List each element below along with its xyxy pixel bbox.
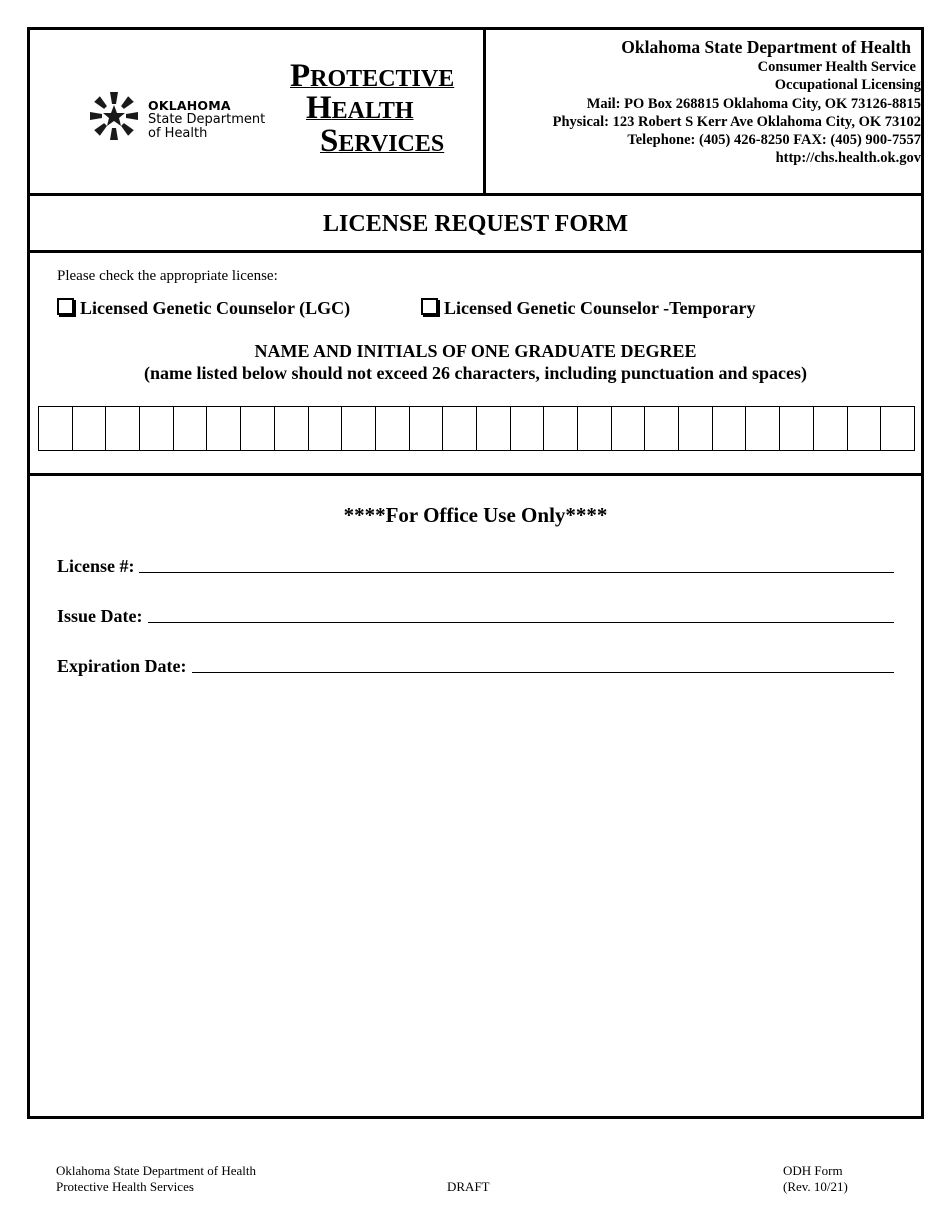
- character-box[interactable]: [73, 407, 107, 450]
- character-box[interactable]: [645, 407, 679, 450]
- character-box[interactable]: [207, 407, 241, 450]
- footer-draft: DRAFT: [447, 1179, 490, 1194]
- logo-line-1: OKLAHOMA: [148, 98, 231, 113]
- character-box[interactable]: [612, 407, 646, 450]
- license-number-label: License #:: [57, 556, 135, 576]
- character-box[interactable]: [746, 407, 780, 450]
- footer-program: Protective Health Services: [56, 1179, 194, 1194]
- option-lgc[interactable]: [57, 298, 350, 319]
- agency-website-link[interactable]: http://chs.health.ok.gov: [775, 150, 921, 167]
- agency-contact-block: [491, 36, 921, 168]
- character-box[interactable]: [140, 407, 174, 450]
- character-box[interactable]: [679, 407, 713, 450]
- logo-wordmark: [148, 99, 265, 141]
- office-use-section: [30, 476, 921, 1116]
- character-box[interactable]: [511, 407, 545, 450]
- program-title-rest-1: ROTECTIVE: [310, 66, 455, 92]
- program-title-line-2: [306, 92, 414, 125]
- lgc-temporary-checkbox[interactable]: [421, 298, 438, 315]
- issue-date-field[interactable]: [57, 606, 894, 627]
- character-box[interactable]: [106, 407, 140, 450]
- license-selection-section: [30, 253, 921, 476]
- agency-division: Occupational Licensing: [774, 77, 921, 94]
- character-box[interactable]: [39, 407, 73, 450]
- character-box[interactable]: [275, 407, 309, 450]
- agency-physical-address: Physical: 123 Robert S Kerr Ave Oklahoma City, OK 73102: [552, 113, 921, 130]
- program-title-line-1: [290, 60, 454, 93]
- footer-form-label: ODH Form: [783, 1163, 843, 1178]
- character-box[interactable]: [376, 407, 410, 450]
- logo-line-3: of Health: [148, 126, 208, 141]
- license-number-field[interactable]: [57, 556, 894, 577]
- character-box[interactable]: [780, 407, 814, 450]
- form-title-band: [30, 196, 921, 253]
- degree-note: (name listed below should not exceed 26 characters, including punctuation and spaces): [143, 363, 808, 383]
- office-use-title: ****For Office Use Only****: [343, 503, 608, 527]
- character-box[interactable]: [174, 407, 208, 450]
- character-box[interactable]: [848, 407, 882, 450]
- license-number-line[interactable]: [139, 572, 894, 573]
- character-box[interactable]: [713, 407, 747, 450]
- program-title-cap-3: S: [320, 123, 339, 159]
- program-title-line-3: [320, 125, 444, 158]
- expiration-date-label: Expiration Date:: [57, 656, 187, 676]
- character-box[interactable]: [578, 407, 612, 450]
- program-title-rest-3: ERVICES: [338, 131, 445, 157]
- osdh-star-logo-icon: [88, 90, 140, 142]
- footer-revision: (Rev. 10/21): [783, 1179, 848, 1194]
- character-box[interactable]: [814, 407, 848, 450]
- form-frame: [27, 27, 924, 1119]
- character-box[interactable]: [410, 407, 444, 450]
- degree-heading: NAME AND INITIALS OF ONE GRADUATE DEGREE: [254, 341, 697, 361]
- expiration-date-field[interactable]: [57, 656, 894, 677]
- agency-name: Oklahoma State Department of Health: [621, 37, 911, 57]
- issue-date-label: Issue Date:: [57, 606, 143, 626]
- license-instruction: Please check the appropriate license:: [57, 268, 278, 284]
- character-box[interactable]: [309, 407, 343, 450]
- program-title-cap-2: H: [306, 90, 332, 126]
- form-header: [30, 30, 921, 196]
- character-box[interactable]: [881, 407, 914, 450]
- character-box[interactable]: [544, 407, 578, 450]
- character-box[interactable]: [477, 407, 511, 450]
- issue-date-line[interactable]: [148, 622, 895, 623]
- degree-heading-block: [30, 340, 921, 384]
- option-lgc-temporary[interactable]: [421, 298, 755, 319]
- agency-phone-fax: Telephone: (405) 426-8250 FAX: (405) 900-7557: [627, 132, 921, 149]
- footer-agency: Oklahoma State Department of Health: [56, 1163, 256, 1178]
- osdh-logo: [88, 90, 288, 146]
- agency-mail-address: Mail: PO Box 268815 Oklahoma City, OK 73126-8815: [586, 95, 921, 112]
- expiration-date-line[interactable]: [192, 672, 895, 673]
- program-title-cap-1: P: [290, 58, 311, 94]
- lgc-label: Licensed Genetic Counselor (LGC): [80, 298, 351, 318]
- program-title-rest-2: EALTH: [331, 98, 414, 124]
- header-branding: [30, 30, 486, 196]
- agency-service: Consumer Health Service: [757, 59, 916, 75]
- footer-right: [783, 1163, 848, 1195]
- character-box[interactable]: [241, 407, 275, 450]
- name-character-grid[interactable]: [38, 406, 915, 451]
- logo-line-2: State Department: [148, 112, 266, 127]
- lgc-temporary-label: Licensed Genetic Counselor -Temporary: [444, 298, 756, 318]
- lgc-checkbox[interactable]: [57, 298, 74, 315]
- form-title: LICENSE REQUEST FORM: [323, 211, 628, 237]
- character-box[interactable]: [443, 407, 477, 450]
- character-box[interactable]: [342, 407, 376, 450]
- footer-left: [56, 1163, 256, 1195]
